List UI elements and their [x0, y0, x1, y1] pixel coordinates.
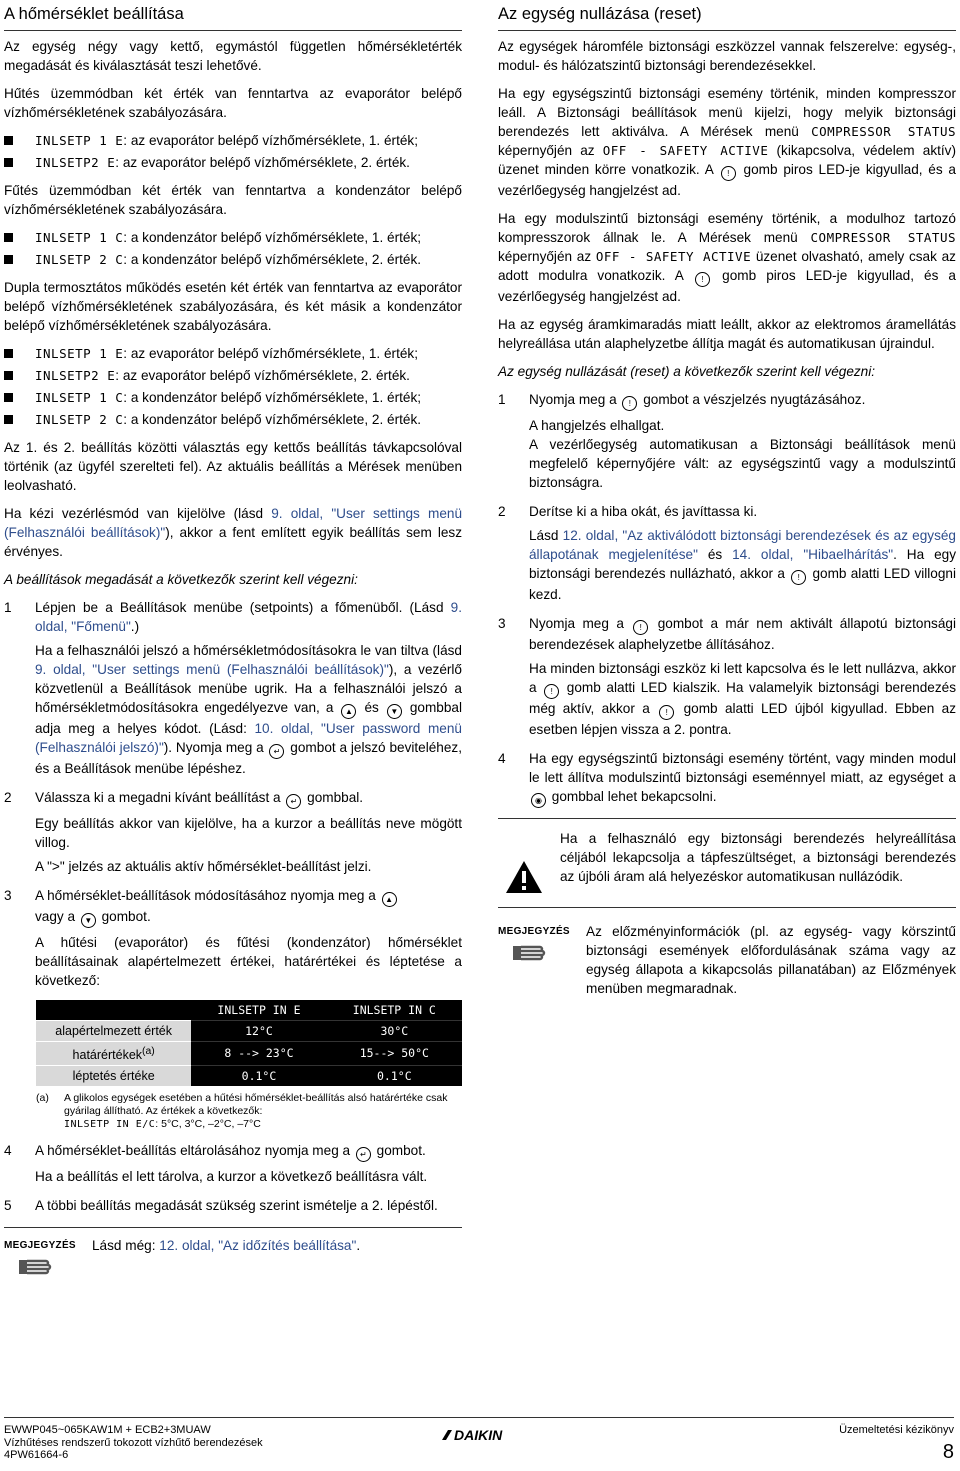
alarm-bell-icon: !	[633, 620, 648, 635]
table-footnote: (a) A glikolos egységek esetében a hűtési hőmérséklet-beállítás alsó határértéke csak gyárilag állítható. Az értékek a következők: INLSETP IN E/C: 5°C, 3°C, –2°C, –7°C	[36, 1092, 448, 1131]
page-footer	[4, 1417, 954, 1463]
paragraph: Ha az egység áramkimaradás miatt leállt, akkor az elektromos áramellátás helyreállása után alaphelyzetbe állítja magát és automatikusan újraindul.	[498, 317, 956, 351]
paragraph: Hűtés üzemmódban két érték van fenntartva az evaporátor belépő vízhőmérsékletének szabályozására.	[4, 86, 462, 120]
enter-icon: ↵	[356, 1147, 371, 1162]
page-number: 8	[942, 1440, 954, 1463]
paragraph: Ha egy egységszintű biztonsági esemény történik, minden kompresszor leáll. A Biztonsági beállítások menü kijelzi, hogy melyik biztonsági berendezés lett aktiválva. A Mérések menü COMPRESSOR STATUS képernyőjén az OFF - SAFETY ACTIVE (kikapcsolva, védelem aktív) üzenet minden körre vonatkozik. A ! gomb piros LED-je kigyullad, és a vezérlőegység hangjelzést ad.	[498, 86, 956, 198]
link-safety-display[interactable]: 12. oldal, "Az aktiválódott biztonsági berendezések és az egység állapotának megjelenítése"	[529, 528, 956, 562]
link-troubleshooting[interactable]: 14. oldal, "Hibaelhárítás"	[732, 547, 894, 562]
lcd-code: INLSETP 1 C	[35, 230, 124, 245]
note-hand-icon	[512, 942, 546, 964]
note-text: Az előzményinformációk (pl. az egység- vagy körszintű biztonsági események előfordulásának száma vagy az egység állapota a kikapcsolás pillanatában) az Előzmények menüben megmaradnak.	[586, 924, 956, 996]
lcd-code: INLSETP 2 C	[35, 412, 124, 427]
link-timing[interactable]: 12. oldal, "Az időzítés beállítása"	[159, 1238, 357, 1254]
step-1: 1 Nyomja meg a ! gombot a vészjelzés nyugtázásához. A hangjelzés elhallgat. A vezérlőegység automatikusan a Biztonsági beállítások menü megfelelő képernyőjére vált: az egységszintű vagy a modulszintű biztonságra.	[498, 392, 956, 490]
heating-setpoint-list	[4, 228, 462, 269]
lcd-code: INLSETP2 E	[35, 155, 116, 170]
step-1: 1 Lépjen be a Beállítások menübe (setpoints) a főmenüből. (Lásd 9. oldal, "Főmenü".) Ha a felhasználói jelszó a hőmérsékletmódosításokra le van tiltva (lásd 9. oldal, "User settings menü (Felhasználói beállítások)"), a vezérlő közvetlenül a Beállítások menübe ugrik. Ha a felhasználói jelszó a hőmérsékletmódosításokra engedélyezve van, a ▲ és ▼ gombbal adja meg a helyes kódot. (Lásd: 10. oldal, "User password menü (Felhasználói jelszó)"). Nyomja meg a ↵ gombot a jelszó beviteléhez, és a Beállítások menübe lépéshez.	[4, 600, 463, 776]
arrow-down-icon: ▼	[81, 913, 96, 928]
note-box: MEGJEGYZÉS Lásd még: 12. oldal, "Az időzítés beállítása".	[4, 1227, 462, 1296]
arrow-down-icon: ▼	[387, 704, 402, 719]
note-label: MEGJEGYZÉS	[498, 926, 570, 937]
cooling-setpoint-list	[4, 131, 462, 172]
alarm-bell-icon: !	[659, 705, 674, 720]
list-item: INLSETP2 E: az evaporátor belépő vízhőmérséklete, 2. érték.	[4, 366, 462, 385]
paragraph: Dupla termosztátos működés esetén két érték van fenntartva az evaporátor belépő vízhőmérsékletének szabályozására, és két másik a kondenzátor belépő vízhőmérsékletének szabályozására.	[4, 280, 462, 333]
bullet-square-icon	[4, 371, 13, 380]
link-user-settings[interactable]: 9. oldal, "User settings menü (Felhasználói beállítások)"	[35, 662, 389, 677]
left-column	[4, 0, 462, 1296]
bullet-square-icon	[4, 393, 13, 402]
list-item: INLSETP 1 E: az evaporátor belépő vízhőmérséklete, 1. érték;	[4, 131, 462, 150]
link-user-password[interactable]: 10. oldal, "User password menü (Felhasználói jelszó)"	[35, 721, 462, 755]
table-row: alapértelmezett érték 12°C 30°C	[36, 1021, 462, 1042]
dual-setpoint-list	[4, 344, 462, 429]
alarm-bell-icon: !	[721, 166, 736, 181]
enter-icon: ↵	[286, 794, 301, 809]
lcd-code: INLSETP 1 E	[35, 346, 124, 361]
paragraph: Az 1. és 2. beállítás közötti választás egy kettős beállítás távkapcsolóval történik (az ügyfél szerelteti fel). Az aktuális beállítás a Mérések menüben leolvasható.	[4, 440, 462, 493]
reset-steps	[498, 390, 956, 808]
step-3: 3 A hőmérséklet-beállítások módosításához nyomja meg a ▲ vagy a ▼ gombot. A hűtési (evaporátor) és fűtési (kondenzátor) hőmérséklet beállításainak alapértelmezett értékei, határértékei és léptetése a következő:	[4, 888, 462, 988]
paragraph: Az egység négy vagy kettő, egymástól független hőmérsékletérték megadását és kiválasztását teszi lehetővé.	[4, 39, 462, 73]
lcd-code: INLSETP 1 E	[35, 133, 124, 148]
paragraph: Ha egy modulszintű biztonsági esemény történik, a modulhoz tartozó kompresszorok állnak le. A Mérések menü COMPRESSOR STATUS képernyőjén az OFF - SAFETY ACTIVE üzenet olvasható, amely csak az adott modulra vonatkozik. A ! gomb piros LED-je kigyullad, és a vezérlőegység hangjelzést ad.	[498, 211, 956, 304]
bullet-square-icon	[4, 255, 13, 264]
paragraph: Ha kézi vezérlésmód van kijelölve (lásd 9. oldal, "User settings menü (Felhasználói beállítások)"), akkor a fent említett egyik beállítás sem lesz érvényes.	[4, 506, 463, 559]
list-item: INLSETP 2 C: a kondenzátor belépő vízhőmérséklete, 2. érték.	[4, 250, 462, 269]
table-row: határértékek$^{(a)}$ 8 --> 23°C 15--> 50°C	[36, 1042, 462, 1066]
note-box	[498, 914, 956, 998]
bullet-square-icon	[4, 136, 13, 145]
paragraph: Az egységek háromféle biztonsági eszközzel vannak felszerelve: egység-, modul- és hálózatszintű biztonsági berendezésekkel.	[498, 39, 956, 73]
power-icon: ◉	[531, 793, 546, 808]
table-row: léptetés értéke 0.1°C 0.1°C	[36, 1066, 462, 1087]
link-main-menu[interactable]: 9. oldal, "Főmenü"	[35, 600, 462, 634]
list-item: INLSETP 1 E: az evaporátor belépő vízhőmérséklete, 1. érték;	[4, 344, 462, 363]
list-item: INLSETP 2 C: a kondenzátor belépő vízhőmérséklete, 2. érték.	[4, 410, 462, 429]
alarm-bell-icon: !	[791, 570, 806, 585]
list-item: INLSETP2 E: az evaporátor belépő vízhőmérséklete, 2. érték.	[4, 153, 462, 172]
bullet-square-icon	[4, 349, 13, 358]
alarm-bell-icon: !	[622, 396, 637, 411]
section-title-temperature: A hőmérséklet beállítása	[4, 0, 462, 31]
note-label: MEGJEGYZÉS	[4, 1240, 76, 1252]
step-2: 2 Válassza ki a megadni kívánt beállítást a ↵ gombbal. Egy beállítás akkor van kijelölve, ha a kurzor a beállítás neve mögött villog. A ">" jelzés az aktuális aktív hőmérséklet-beállítást jelzi.	[4, 790, 462, 874]
warning-triangle-icon	[504, 859, 544, 895]
list-item: INLSETP 1 C: a kondenzátor belépő vízhőmérséklete, 1. érték;	[4, 388, 462, 407]
step-2: 2 Derítse ki a hiba okát, és javíttassa ki. Lásd 12. oldal, "Az aktiválódott biztonsági berendezések és az egység állapotának megjelenítése" és 14. oldal, "Hibaelhárítás". Ha egy biztonsági berendezés nullázható, akkor a ! gomb alatti LED villogni kezd.	[498, 504, 957, 602]
alarm-bell-icon: !	[544, 684, 559, 699]
procedure-steps-cont	[4, 1141, 462, 1215]
list-item: INLSETP 1 C: a kondenzátor belépő vízhőmérséklete, 1. érték;	[4, 228, 462, 247]
footer-right: Üzemeltetési kézikönyv 8	[839, 1424, 954, 1463]
paragraph: Fűtés üzemmódban két érték van fenntartva a kondenzátor belépő vízhőmérsékletének szabályozására.	[4, 183, 462, 217]
setpoint-table	[36, 1000, 462, 1086]
table-header: INLSETP IN C	[327, 1000, 462, 1021]
warning-text: Ha a felhasználó egy biztonsági berendezés helyreállítása céljából lekapcsolja a tápfeszültséget, a biztonsági berendezés az újbóli áram alá helyezéskor automatikusan nullázódik.	[560, 831, 956, 884]
note-hand-icon	[18, 1256, 52, 1278]
bullet-square-icon	[4, 158, 13, 167]
enter-icon: ↵	[269, 744, 284, 759]
step-4: 4 Ha egy egységszintű biztonsági esemény történt, vagy minden modul le lett állítva modulszintű biztonsági eseménnyel miatt, az egységet a ◉ gombbal lehet bekapcsolni.	[498, 749, 956, 808]
right-column	[498, 0, 956, 1007]
lcd-code: INLSETP2 E	[35, 368, 116, 383]
procedure-intro: Az egység nullázását (reset) a következők szerint kell végezni:	[498, 364, 876, 379]
daikin-logo-icon	[442, 1428, 522, 1442]
footer-left: EWWP045~065KAW1M + ECB2+3MUAW Vízhűtéses rendszerű tokozott vízhűtő berendezések 4PW61664-6	[4, 1424, 263, 1461]
bullet-square-icon	[4, 415, 13, 424]
section-title-reset: Az egység nullázása (reset)	[498, 0, 956, 31]
table-header: INLSETP IN E	[191, 1000, 326, 1021]
arrow-up-icon: ▲	[382, 892, 397, 907]
bullet-square-icon	[4, 233, 13, 242]
alarm-bell-icon: !	[695, 272, 710, 287]
step-5: 5 A többi beállítás megadását szükség szerint ismételje a 2. lépéstől.	[4, 1198, 438, 1214]
arrow-up-icon: ▲	[341, 704, 356, 719]
lcd-code: INLSETP 2 C	[35, 252, 124, 267]
svg-text:DAIKIN: DAIKIN	[454, 1428, 503, 1442]
link-user-settings[interactable]: 9. oldal, "User settings menü (Felhasználói beállítások)"	[4, 506, 463, 540]
procedure-intro: A beállítások megadását a következők szerint kell végezni:	[4, 572, 358, 587]
lcd-code: INLSETP 1 C	[35, 390, 124, 405]
step-3: 3 Nyomja meg a ! gombot a már nem aktivált állapotú biztonsági berendezések alaphelyzetbe állításához. Ha minden biztonsági eszköz ki lett kapcsolva és le lett nullázva, akkor a ! gomb alatti LED kialszik. Ha valamelyik biztonsági berendezés még aktív, akkor a ! gomb alatti LED újból kigyullad. Ebben az esetben lépjen vissza a 2. pontra.	[498, 616, 956, 737]
step-4: 4 A hőmérséklet-beállítás eltárolásához nyomja meg a ↵ gombot. Ha a beállítás el lett tárolva, a kurzor a következő beállításra vált.	[4, 1143, 428, 1185]
procedure-steps	[4, 598, 462, 990]
daikin-logo	[442, 1428, 522, 1446]
warning-box	[498, 818, 956, 908]
